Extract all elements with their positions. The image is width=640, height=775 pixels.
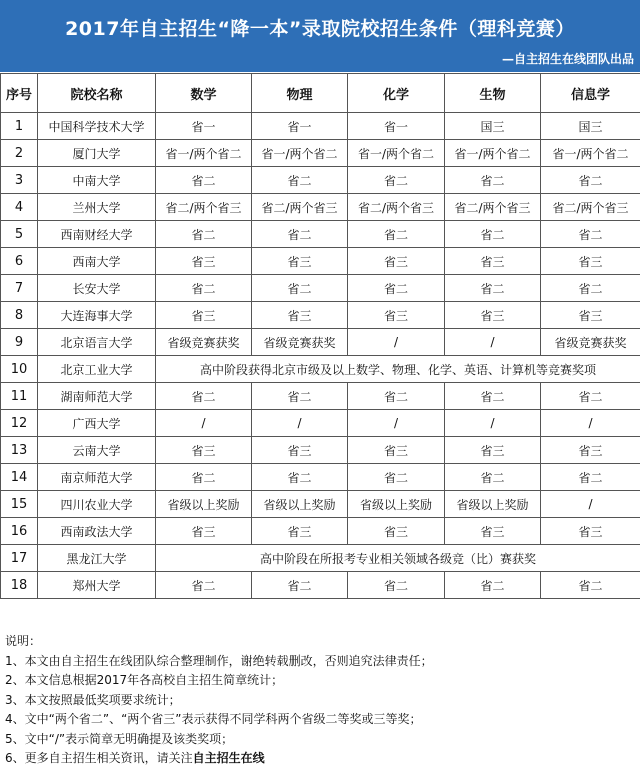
note-item: 5、文中“/”表示简章无明确提及该类奖项； — [5, 731, 234, 746]
title-banner — [0, 0, 640, 72]
requirement-cell: / — [541, 410, 640, 437]
notes-section — [5, 632, 635, 769]
requirement-cell: 省一/两个省二 — [156, 140, 252, 167]
column-header: 信息学 — [541, 74, 640, 113]
requirement-cell: 省级以上奖励 — [252, 491, 348, 518]
table-row — [1, 221, 640, 248]
requirement-cell: 省二 — [445, 572, 541, 599]
row-number: 8 — [1, 302, 38, 329]
school-name: 北京语言大学 — [38, 329, 156, 356]
requirement-cell: 省二/两个省三 — [541, 194, 640, 221]
school-name: 黑龙江大学 — [38, 545, 156, 572]
column-header: 化学 — [348, 74, 445, 113]
requirement-cell: 省二 — [348, 383, 445, 410]
table-row — [1, 248, 640, 275]
requirement-cell: 省三 — [348, 518, 445, 545]
requirement-cell: 省二 — [541, 275, 640, 302]
table-row — [1, 464, 640, 491]
requirement-cell: / — [156, 410, 252, 437]
column-header: 物理 — [252, 74, 348, 113]
row-number: 11 — [1, 383, 38, 410]
requirement-cell: 省二 — [156, 221, 252, 248]
row-number: 5 — [1, 221, 38, 248]
table-row — [1, 518, 640, 545]
requirement-cell: 省二/两个省三 — [156, 194, 252, 221]
requirement-cell: 省二 — [156, 383, 252, 410]
admission-table — [0, 73, 640, 599]
requirement-cell: 省三 — [541, 518, 640, 545]
table-row — [1, 194, 640, 221]
requirement-cell: 省级竞赛获奖 — [252, 329, 348, 356]
requirement-cell: 省二 — [445, 383, 541, 410]
school-name: 南京师范大学 — [38, 464, 156, 491]
table-row — [1, 167, 640, 194]
requirement-cell: 省一 — [348, 113, 445, 140]
note-item: 4、文中“两个省二”、“两个省三”表示获得不同学科两个省级二等奖或三等奖； — [5, 712, 422, 726]
table-row — [1, 329, 640, 356]
note-item: 3、本文按照最低奖项要求统计； — [5, 692, 181, 707]
requirement-cell: 省三 — [445, 302, 541, 329]
requirement-cell: 省一/两个省二 — [541, 140, 640, 167]
requirement-cell: 国三 — [445, 113, 541, 140]
requirement-cell: / — [541, 491, 640, 518]
requirement-cell: 省二 — [541, 383, 640, 410]
school-name: 云南大学 — [38, 437, 156, 464]
school-name: 西南财经大学 — [38, 221, 156, 248]
requirement-cell: 省二 — [541, 221, 640, 248]
note-item: 2、本文信息根据2017年各高校自主招生简章统计； — [5, 673, 284, 687]
requirement-cell: 省二 — [348, 464, 445, 491]
note-item: 1、本文由自主招生在线团队综合整理制作，谢绝转载删改，否则追究法律责任； — [5, 653, 433, 668]
requirement-cell: / — [252, 410, 348, 437]
merged-requirement-cell: 高中阶段获得北京市级及以上数学、物理、化学、英语、计算机等竞赛奖项 — [156, 356, 640, 383]
requirement-cell: 省三 — [541, 302, 640, 329]
page-title: 2017年自主招生“降一本”录取院校招生条件（理科竞赛） — [65, 18, 575, 40]
row-number: 17 — [1, 545, 38, 572]
row-number: 6 — [1, 248, 38, 275]
column-header: 数学 — [156, 74, 252, 113]
requirement-cell: 省二 — [541, 572, 640, 599]
account-name: 自主招生在线 — [192, 751, 265, 765]
note-item-follow — [5, 749, 635, 769]
table-row — [1, 140, 640, 167]
requirement-cell: 省三 — [541, 248, 640, 275]
requirement-cell: 省二 — [156, 167, 252, 194]
row-number: 9 — [1, 329, 38, 356]
requirement-cell: 省三 — [156, 437, 252, 464]
table-row — [1, 410, 640, 437]
requirement-cell: 省二 — [252, 167, 348, 194]
byline: —自主招生在线团队出品 — [501, 52, 634, 66]
requirement-cell: 省二 — [541, 167, 640, 194]
requirement-cell: 省二 — [445, 221, 541, 248]
table-row — [1, 275, 640, 302]
column-header: 院校名称 — [38, 74, 156, 113]
school-name: 西南政法大学 — [38, 518, 156, 545]
column-header: 序号 — [1, 74, 38, 113]
requirement-cell: 省三 — [348, 302, 445, 329]
requirement-cell: 省级竞赛获奖 — [156, 329, 252, 356]
requirement-cell: / — [348, 329, 445, 356]
column-header: 生物 — [445, 74, 541, 113]
requirement-cell: 省二 — [348, 167, 445, 194]
requirement-cell: 省三 — [252, 437, 348, 464]
row-number: 7 — [1, 275, 38, 302]
requirement-cell: 省二/两个省三 — [348, 194, 445, 221]
row-number: 4 — [1, 194, 38, 221]
requirement-cell: 省二 — [156, 572, 252, 599]
merged-requirement-cell: 高中阶段在所报考专业相关领域各级竞（比）赛获奖 — [156, 545, 640, 572]
row-number: 3 — [1, 167, 38, 194]
requirement-cell: 省二 — [252, 383, 348, 410]
requirement-cell: 省二 — [445, 167, 541, 194]
requirement-cell: 省二/两个省三 — [445, 194, 541, 221]
table-row — [1, 572, 640, 599]
school-name: 西南大学 — [38, 248, 156, 275]
school-name: 广西大学 — [38, 410, 156, 437]
requirement-cell: 省二 — [445, 275, 541, 302]
requirement-cell: 省三 — [445, 518, 541, 545]
requirement-cell: 省二 — [541, 464, 640, 491]
requirement-cell: 省三 — [156, 302, 252, 329]
requirement-cell: / — [348, 410, 445, 437]
table-row — [1, 356, 640, 383]
requirement-cell: 省三 — [445, 437, 541, 464]
school-name: 中国科学技术大学 — [38, 113, 156, 140]
requirement-cell: 国三 — [541, 113, 640, 140]
table-body — [1, 113, 640, 599]
school-name: 四川农业大学 — [38, 491, 156, 518]
table-row — [1, 491, 640, 518]
requirement-cell: 省级以上奖励 — [156, 491, 252, 518]
row-number: 14 — [1, 464, 38, 491]
requirement-cell: 省级以上奖励 — [445, 491, 541, 518]
row-number: 16 — [1, 518, 38, 545]
row-number: 1 — [1, 113, 38, 140]
school-name: 大连海事大学 — [38, 302, 156, 329]
requirement-cell: 省三 — [156, 518, 252, 545]
requirement-cell: 省级竞赛获奖 — [541, 329, 640, 356]
requirement-cell: 省二 — [252, 464, 348, 491]
requirement-cell: 省二 — [445, 464, 541, 491]
requirement-cell: 省一 — [252, 113, 348, 140]
row-number: 10 — [1, 356, 38, 383]
requirement-cell: 省二 — [348, 572, 445, 599]
row-number: 2 — [1, 140, 38, 167]
requirement-cell: 省三 — [445, 248, 541, 275]
table-row — [1, 113, 640, 140]
requirement-cell: 省二/两个省三 — [252, 194, 348, 221]
requirement-cell: 省三 — [348, 248, 445, 275]
table-row — [1, 302, 640, 329]
requirement-cell: 省一/两个省二 — [348, 140, 445, 167]
requirement-cell: 省三 — [252, 518, 348, 545]
requirement-cell: 省二 — [252, 275, 348, 302]
requirement-cell: 省二 — [348, 221, 445, 248]
requirement-cell: 省二 — [156, 464, 252, 491]
table-header-row — [1, 74, 640, 113]
row-number: 12 — [1, 410, 38, 437]
table-row — [1, 545, 640, 572]
requirement-cell: 省一/两个省二 — [252, 140, 348, 167]
requirement-cell: 省二 — [252, 572, 348, 599]
requirement-cell: 省三 — [252, 302, 348, 329]
requirement-cell: / — [445, 410, 541, 437]
school-name: 长安大学 — [38, 275, 156, 302]
requirement-cell: 省级以上奖励 — [348, 491, 445, 518]
requirement-cell: 省一 — [156, 113, 252, 140]
requirement-cell: / — [445, 329, 541, 356]
school-name: 中南大学 — [38, 167, 156, 194]
notes-heading: 说明： — [5, 634, 42, 648]
school-name: 北京工业大学 — [38, 356, 156, 383]
requirement-cell: 省三 — [348, 437, 445, 464]
requirement-cell: 省一/两个省二 — [445, 140, 541, 167]
school-name: 厦门大学 — [38, 140, 156, 167]
requirement-cell: 省三 — [156, 248, 252, 275]
row-number: 15 — [1, 491, 38, 518]
note-follow-text: 6、更多自主招生相关资讯，请关注 — [5, 751, 193, 765]
requirement-cell: 省二 — [252, 221, 348, 248]
school-name: 兰州大学 — [38, 194, 156, 221]
row-number: 18 — [1, 572, 38, 599]
requirement-cell: 省三 — [541, 437, 640, 464]
table-row — [1, 383, 640, 410]
table-row — [1, 437, 640, 464]
row-number: 13 — [1, 437, 38, 464]
requirement-cell: 省三 — [252, 248, 348, 275]
school-name: 湖南师范大学 — [38, 383, 156, 410]
school-name: 郑州大学 — [38, 572, 156, 599]
requirement-cell: 省二 — [156, 275, 252, 302]
requirement-cell: 省二 — [348, 275, 445, 302]
